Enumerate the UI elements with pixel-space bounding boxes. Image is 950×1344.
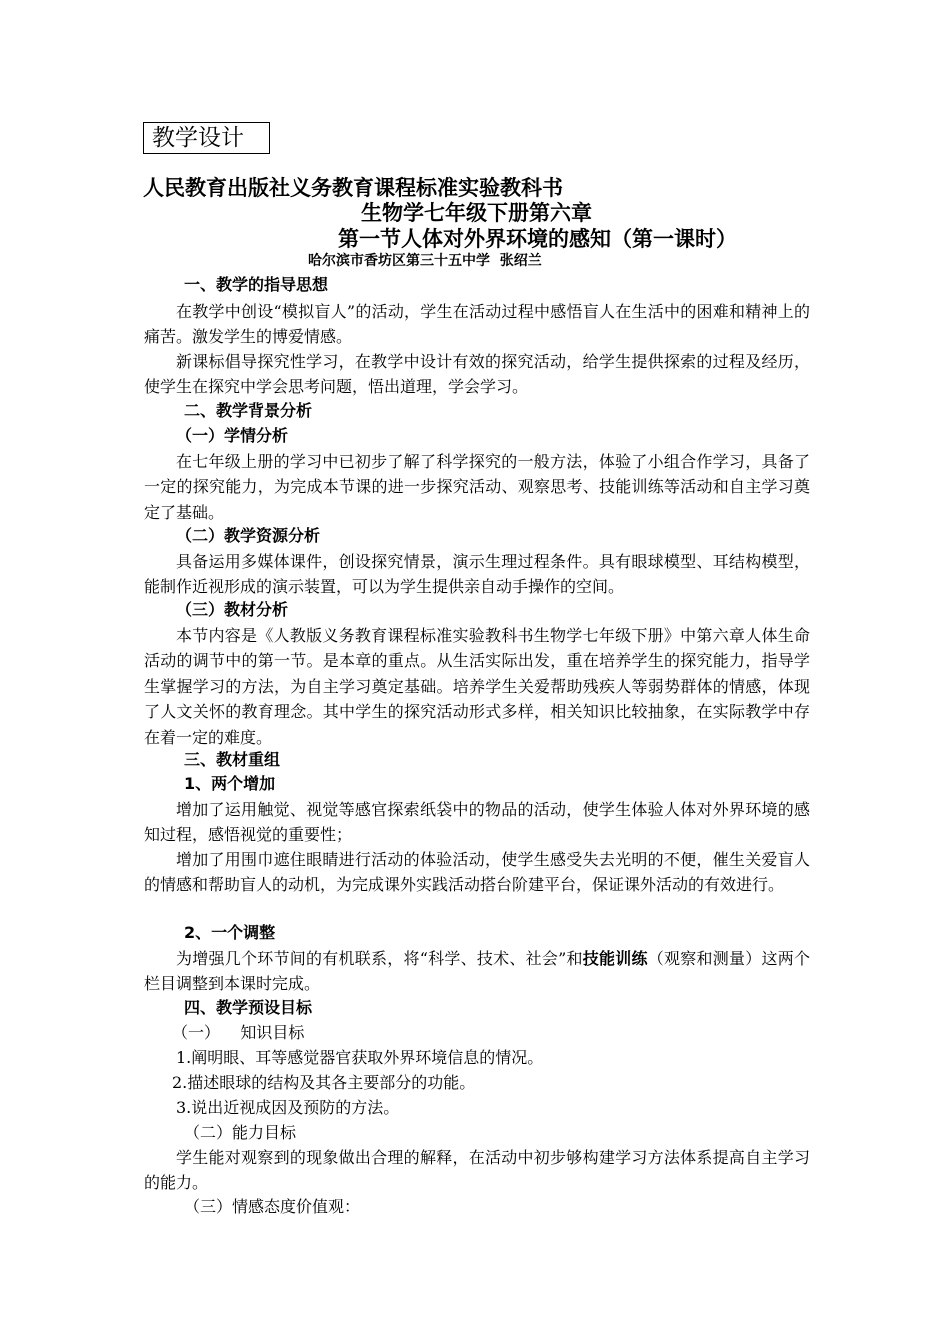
section-2-paragraph-2: 具备运用多媒体课件，创设探究情景，演示生理过程条件。具有眼球模型、耳结构模型，能制作近视形成的演示装置，可以为学生提供亲自动手操作的空间。 bbox=[144, 552, 810, 597]
paragraph-3-bold-term: 技能训练 bbox=[582, 949, 648, 968]
section-2-sub-3: （三）教材分析 bbox=[176, 600, 289, 619]
title-book: 生物学七年级下册第六章 bbox=[361, 201, 592, 225]
paragraph-3-text-a: 为增强几个环节间的有机联系，将“科学、技术、社会”和 bbox=[176, 949, 583, 968]
section-3-paragraph-1: 增加了运用触觉、视觉等感官探索纸袋中的物品的活动，使学生体验人体对外界环境的感知过程，感悟视觉的重要性； bbox=[144, 800, 810, 845]
section-3-paragraph-3 bbox=[144, 946, 810, 997]
section-3-heading: 三、教材重组 bbox=[184, 750, 281, 769]
title-lesson: 第一节人体对外界环境的感知（第一课时） bbox=[338, 227, 737, 251]
boxed-title: 教学设计 bbox=[143, 122, 270, 154]
knowledge-goal-1: 1.阐明眼、耳等感觉器官获取外界环境信息的情况。 bbox=[176, 1048, 544, 1067]
section-2-paragraph-1: 在七年级上册的学习中已初步了解了科学探究的一般方法，体验了小组合作学习，具备了一定的探究能力，为完成本节课的进一步探究活动、观察思考、技能训练等活动和自主学习奠定了基础。 bbox=[144, 452, 810, 522]
section-4-sub-2: （二）能力目标 bbox=[184, 1123, 297, 1142]
section-1-heading: 一、教学的指导思想 bbox=[184, 275, 329, 294]
section-2-heading: 二、教学背景分析 bbox=[184, 401, 313, 420]
section-3-paragraph-2: 增加了用围巾遮住眼睛进行活动的体验活动，使学生感受失去光明的不便，催生关爱盲人的情感和帮助盲人的动机，为完成课外实践活动搭台阶建平台，保证课外活动的有效进行。 bbox=[144, 850, 810, 895]
section-2-sub-1: （一）学情分析 bbox=[176, 426, 289, 445]
ability-goal-paragraph: 学生能对观察到的现象做出合理的解释，在活动中初步够构建学习方法体系提高自主学习的能力。 bbox=[144, 1148, 810, 1193]
knowledge-goal-2: 2.描述眼球的结构及其各主要部分的功能。 bbox=[172, 1073, 476, 1092]
knowledge-goal-3: 3.说出近视成因及预防的方法。 bbox=[176, 1098, 400, 1117]
section-4-heading: 四、教学预设目标 bbox=[184, 998, 313, 1017]
section-3-sub-1: 1、两个增加 bbox=[184, 774, 276, 793]
section-4-sub-1: （一） 知识目标 bbox=[172, 1023, 305, 1042]
section-2-sub-2: （二）教学资源分析 bbox=[176, 526, 321, 545]
paragraph-3-text-c: （观察和测量）这两个栏目调整到本课时完成。 bbox=[144, 949, 810, 994]
title-publisher: 人民教育出版社义务教育课程标准实验教科书 bbox=[143, 176, 563, 200]
section-2-paragraph-3: 本节内容是《人教版义务教育课程标准实验教科书生物学七年级下册》中第六章人体生命活动的调节中的第一节。是本章的重点。从生活实际出发，重在培养学生的探究能力，指导学生掌握学习的方法，为自主学习奠定基础。培养学生关爱帮助残疾人等弱势群体的情感，体现了人文关怀的教育理念。其中学生的探究活动形式多样，相关知识比较抽象，在实际教学中存在着一定的难度。 bbox=[144, 626, 810, 747]
section-1-paragraph-1: 在教学中创设“模拟盲人”的活动，学生在活动过程中感悟盲人在生活中的困难和精神上的痛苦。激发学生的博爱情感。 bbox=[144, 302, 810, 347]
section-3-sub-2: 2、一个调整 bbox=[184, 923, 276, 942]
section-4-sub-3: （三）情感态度价值观： bbox=[184, 1197, 361, 1216]
author-line: 哈尔滨市香坊区第三十五中学 张绍兰 bbox=[308, 253, 542, 269]
section-1-paragraph-2: 新课标倡导探究性学习，在教学中设计有效的探究活动，给学生提供探索的过程及经历，使学生在探究中学会思考问题，悟出道理，学会学习。 bbox=[144, 352, 810, 397]
